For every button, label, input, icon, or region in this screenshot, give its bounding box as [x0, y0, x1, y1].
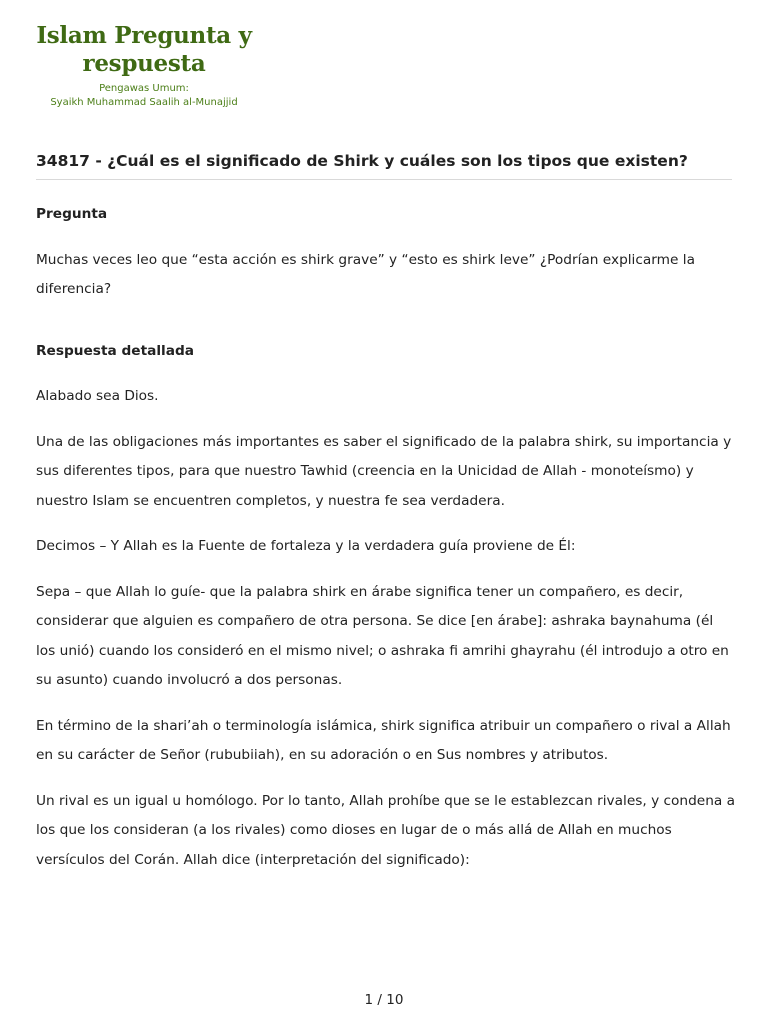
question-title: 34817 - ¿Cuál es el significado de Shirk y cuáles son los tipos que existen? — [36, 152, 688, 170]
answer-heading: Respuesta detallada — [36, 342, 195, 359]
answer-paragraph: Sepa – que Allah lo guíe- que la palabra shirk en árabe significa tener un compañero, es decir, considerar que alguien es compañero de otra persona. Se dice [en árabe]: ashraka baynahuma (él los unió) cuando los consideró en el mismo nivel; o ashraka fi amrihi ghayrahu (él introdujo a otro en su asunto) cuando involucró a dos personas. — [36, 583, 729, 688]
logo-title: Islam Pregunta y respuesta — [36, 22, 252, 77]
page-counter: 1 / 10 — [364, 992, 404, 1008]
answer-paragraph: Un rival es un igual u homólogo. Por lo tanto, Allah prohíbe que se le establezcan rivales, y condena a los que los consideran (a los rivales) como dioses en lugar de o más allá de Allah en muchos versículos del Corán. Allah dice (interpretación del significado): — [36, 792, 736, 868]
title-divider — [36, 179, 732, 180]
answer-paragraph: En término de la shari’ah o terminología islámica, shirk significa atribuir un compañero o rival a Allah en su carácter de Señor (rububiiah), en su adoración o en Sus nombres y atributos. — [36, 717, 731, 763]
site-logo[interactable] — [34, 22, 254, 110]
answer-paragraph: Una de las obligaciones más importantes es saber el significado de la palabra shirk, su importancia y sus diferentes tipos, para que nuestro Tawhid (creencia en la Unicidad de Allah - monoteísmo) y nuestro Islam se encuentren completos, y nuestra fe sea verdadera. — [36, 433, 732, 509]
logo-supervisor-name: Syaikh Muhammad Saalih al-Munajjid — [50, 97, 238, 108]
logo-supervisor-label: Pengawas Umum: — [99, 83, 189, 94]
answer-paragraph: Decimos – Y Allah es la Fuente de fortaleza y la verdadera guía proviene de Él: — [36, 538, 576, 554]
article-body — [36, 200, 736, 891]
question-text: Muchas veces leo que “esta acción es shirk grave” y “esto es shirk leve” ¿Podrían explicarme la diferencia? — [36, 251, 695, 297]
question-heading: Pregunta — [36, 206, 108, 222]
answer-paragraph: Alabado sea Dios. — [36, 388, 159, 404]
